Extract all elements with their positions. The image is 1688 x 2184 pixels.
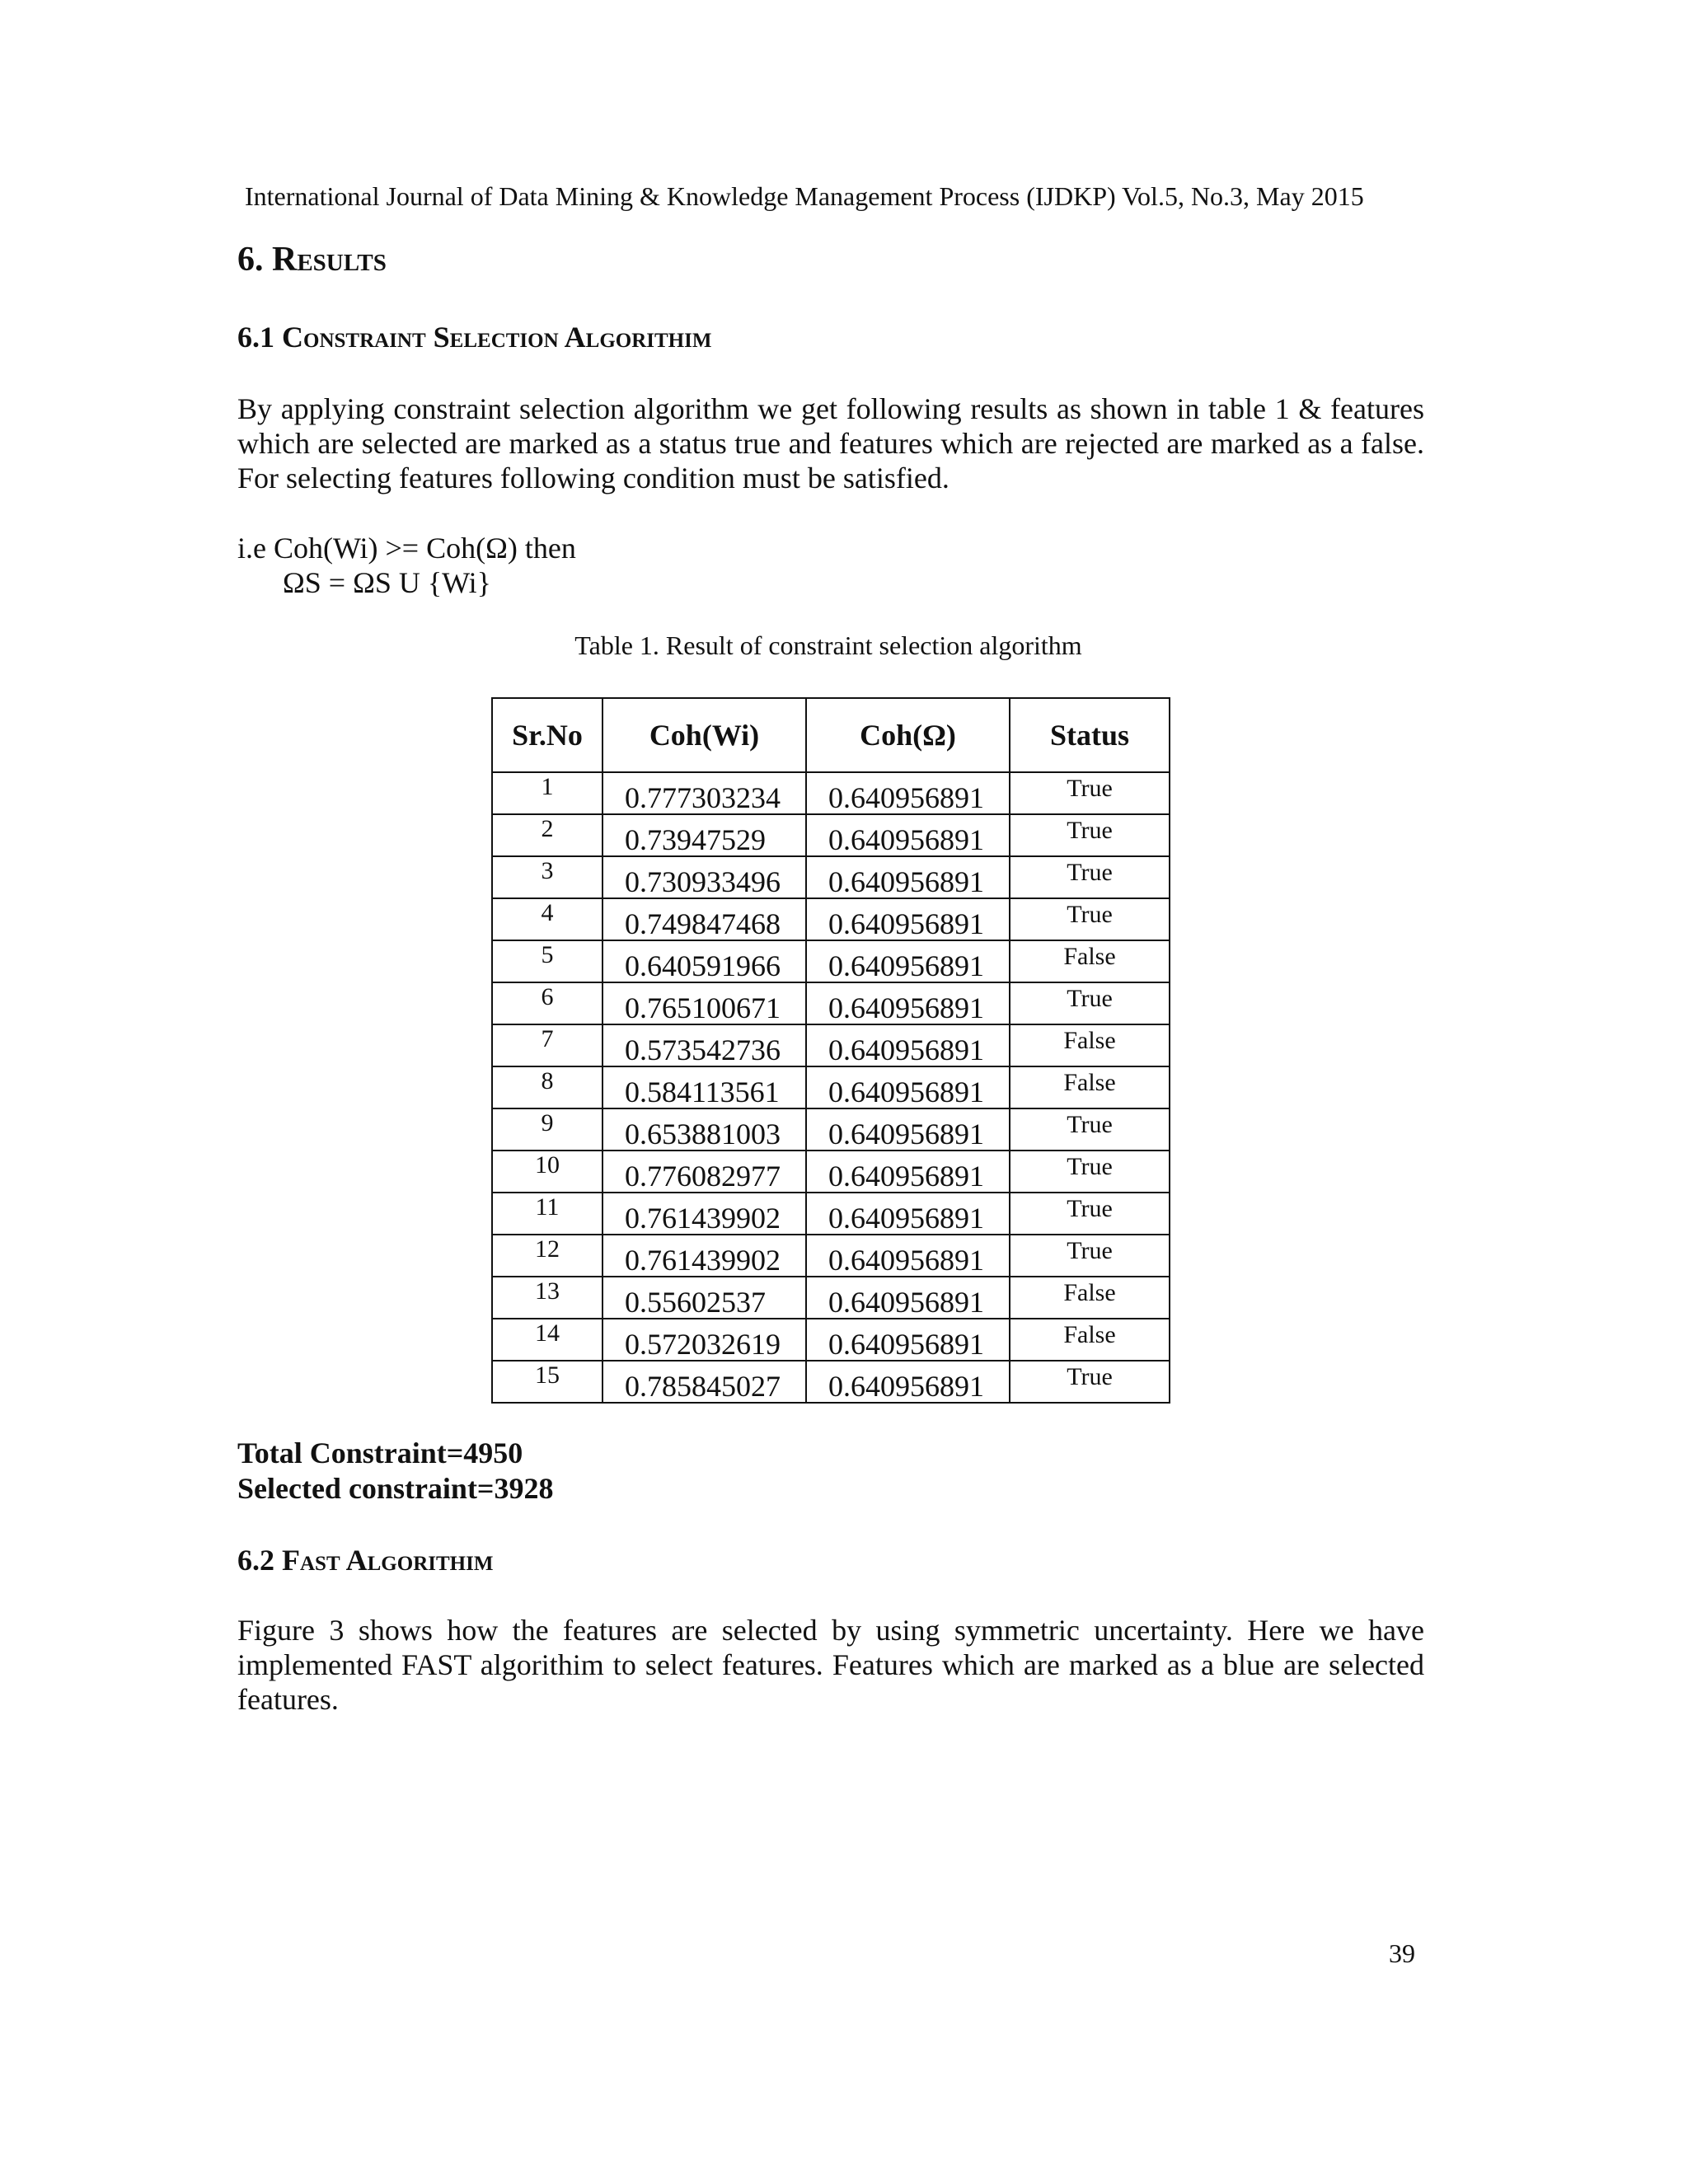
subsection-2-text: 6.2 Fast Algorithim: [237, 1544, 494, 1577]
cell-status-text: True: [1067, 817, 1113, 844]
cell-coh-omega: [806, 1024, 1010, 1066]
header-status: Status: [1010, 698, 1170, 772]
header-coh-omega: Coh(Ω): [806, 698, 1010, 772]
cell-coh-wi: [603, 1235, 806, 1277]
table-body: [492, 772, 1170, 1403]
cell-coh-omega-text: 0.640956891: [828, 865, 984, 898]
table-row: [492, 1151, 1170, 1193]
cell-coh-omega: [806, 940, 1010, 982]
cell-coh-wi: [603, 1151, 806, 1193]
journal-header: International Journal of Data Mining & Knowledge Management Process (IJDKP) Vol.5, No.3, May 2015: [245, 181, 1364, 211]
cell-status: [1010, 1151, 1170, 1193]
header-srno: Sr.No: [492, 698, 603, 772]
total-constraint: Total Constraint=4950: [237, 1436, 523, 1469]
cell-srno-text: 10: [535, 1151, 560, 1179]
cell-coh-wi-text: 0.730933496: [625, 865, 781, 898]
cell-srno: [492, 814, 603, 856]
cell-srno-text: 2: [541, 815, 554, 842]
cell-status: [1010, 1235, 1170, 1277]
table-row: [492, 814, 1170, 856]
cell-coh-omega: [806, 1277, 1010, 1319]
cell-status-text: True: [1067, 1153, 1113, 1180]
cell-coh-omega-text: 0.640956891: [828, 781, 984, 814]
cell-coh-wi-text: 0.653881003: [625, 1118, 781, 1151]
cell-coh-wi: [603, 1066, 806, 1108]
paragraph-fast: Figure 3 shows how the features are selected by using symmetric uncertainty. Here we have implemented FAST algorithim to select features. Features which are marked as a blue are selected features.: [237, 1614, 1424, 1716]
cell-status-text: True: [1067, 985, 1113, 1012]
cell-coh-wi: [603, 898, 806, 940]
cell-srno-text: 9: [541, 1109, 554, 1137]
cell-coh-omega-text: 0.640956891: [828, 823, 984, 856]
cell-status: [1010, 1066, 1170, 1108]
table-row: [492, 940, 1170, 982]
cell-coh-omega: [806, 898, 1010, 940]
cell-status-text: True: [1067, 859, 1113, 886]
cell-status: [1010, 772, 1170, 814]
table-row: [492, 1319, 1170, 1361]
table-header-row: [492, 698, 1170, 772]
cell-coh-wi: [603, 1108, 806, 1151]
cell-coh-omega: [806, 772, 1010, 814]
table-row: [492, 982, 1170, 1024]
cell-status-text: False: [1063, 1027, 1116, 1054]
cell-srno: [492, 940, 603, 982]
cell-status: [1010, 1361, 1170, 1403]
cell-coh-omega-text: 0.640956891: [828, 1033, 984, 1066]
cell-srno: [492, 1235, 603, 1277]
table-row: [492, 898, 1170, 940]
table-row: [492, 1024, 1170, 1066]
cell-srno-text: 5: [541, 941, 554, 968]
cell-status-text: False: [1063, 1279, 1116, 1306]
table-row: [492, 856, 1170, 898]
cell-coh-omega-text: 0.640956891: [828, 1202, 984, 1235]
cell-coh-wi-text: 0.640591966: [625, 949, 781, 982]
cell-status: [1010, 1108, 1170, 1151]
cell-srno-text: 13: [535, 1277, 560, 1305]
cell-coh-omega: [806, 856, 1010, 898]
cell-srno: [492, 1277, 603, 1319]
cell-coh-omega: [806, 1193, 1010, 1235]
table-row: [492, 1193, 1170, 1235]
cell-status: [1010, 940, 1170, 982]
cell-coh-wi: [603, 1193, 806, 1235]
cell-coh-wi: [603, 1277, 806, 1319]
cell-status: [1010, 898, 1170, 940]
cell-coh-omega: [806, 1235, 1010, 1277]
cell-coh-wi-text: 0.572032619: [625, 1328, 781, 1361]
cell-srno-text: 15: [535, 1361, 560, 1389]
table-caption: Table 1. Result of constraint selection algorithm: [574, 630, 1082, 660]
cell-coh-omega-text: 0.640956891: [828, 1286, 984, 1319]
cell-coh-omega: [806, 982, 1010, 1024]
cell-srno: [492, 1024, 603, 1066]
subsection-1-text: 6.1 Constraint Selection Algorithim: [237, 321, 712, 354]
table-row: [492, 1066, 1170, 1108]
cell-srno-text: 12: [535, 1235, 560, 1263]
cell-srno-text: 7: [541, 1025, 554, 1052]
cell-coh-omega-text: 0.640956891: [828, 1118, 984, 1151]
section-title: [237, 240, 387, 279]
cell-status-text: True: [1067, 1195, 1113, 1222]
subsection-title-constraint-selection: [237, 320, 711, 354]
cell-coh-wi: [603, 982, 806, 1024]
cell-srno-text: 8: [541, 1067, 554, 1094]
cell-coh-omega-text: 0.640956891: [828, 1370, 984, 1403]
paragraph-intro: By applying constraint selection algorithm we get following results as shown in table 1 & features which are selected are marked as a status true and features which are rejected are marked as a false. For selecting features following condition must be satisfied.: [237, 392, 1424, 494]
cell-status: [1010, 1193, 1170, 1235]
cell-srno: [492, 1361, 603, 1403]
cell-status-text: True: [1067, 1111, 1113, 1138]
cell-srno-text: 4: [541, 899, 554, 926]
cell-status-text: False: [1063, 1069, 1116, 1096]
cell-srno: [492, 772, 603, 814]
cell-status-text: True: [1067, 775, 1113, 802]
table-row: [492, 772, 1170, 814]
results-table: [491, 697, 1170, 1404]
cell-srno-text: 11: [535, 1193, 560, 1221]
cell-coh-wi-text: 0.765100671: [625, 991, 781, 1024]
cell-coh-omega-text: 0.640956891: [828, 1160, 984, 1193]
cell-status: [1010, 814, 1170, 856]
header-coh-wi: Coh(Wi): [603, 698, 806, 772]
cell-srno: [492, 1108, 603, 1151]
cell-status-text: False: [1063, 1321, 1116, 1348]
cell-coh-omega-text: 0.640956891: [828, 1328, 984, 1361]
cell-coh-omega: [806, 814, 1010, 856]
cell-status: [1010, 1319, 1170, 1361]
cell-coh-omega: [806, 1151, 1010, 1193]
cell-coh-wi: [603, 856, 806, 898]
cell-coh-wi-text: 0.776082977: [625, 1160, 781, 1193]
cell-coh-wi: [603, 940, 806, 982]
cell-coh-wi: [603, 1024, 806, 1066]
cell-coh-wi-text: 0.777303234: [625, 781, 781, 814]
cell-status-text: True: [1067, 901, 1113, 928]
cell-coh-omega: [806, 1319, 1010, 1361]
cell-status-text: True: [1067, 1237, 1113, 1264]
section-title-text: 6. Results: [237, 241, 387, 279]
cell-srno: [492, 856, 603, 898]
cell-srno: [492, 1319, 603, 1361]
page-number: 39: [1389, 1938, 1415, 1968]
cell-coh-omega-text: 0.640956891: [828, 949, 984, 982]
cell-coh-wi: [603, 814, 806, 856]
cell-coh-wi-text: 0.73947529: [625, 823, 766, 856]
cell-srno-text: 14: [535, 1319, 560, 1347]
cell-coh-wi-text: 0.761439902: [625, 1244, 781, 1277]
cell-status: [1010, 1024, 1170, 1066]
cell-srno: [492, 898, 603, 940]
cell-coh-wi: [603, 1361, 806, 1403]
cell-coh-wi-text: 0.573542736: [625, 1033, 781, 1066]
cell-status: [1010, 982, 1170, 1024]
cell-srno: [492, 1193, 603, 1235]
totals-block: [237, 1436, 553, 1507]
cell-srno-text: 3: [541, 857, 554, 884]
cell-srno: [492, 1151, 603, 1193]
cell-status-text: True: [1067, 1363, 1113, 1390]
equation-condition: i.e Coh(Wi) >= Coh(Ω) then: [237, 532, 576, 565]
subsection-title-fast-algorithm: [237, 1543, 493, 1577]
cell-status: [1010, 1277, 1170, 1319]
cell-coh-omega: [806, 1361, 1010, 1403]
cell-srno: [492, 982, 603, 1024]
cell-coh-omega: [806, 1108, 1010, 1151]
table-row: [492, 1108, 1170, 1151]
equation-union: ΩS = ΩS U {Wi}: [283, 566, 491, 599]
cell-coh-omega: [806, 1066, 1010, 1108]
selected-constraint: Selected constraint=3928: [237, 1472, 554, 1505]
cell-coh-wi-text: 0.785845027: [625, 1370, 781, 1403]
cell-status-text: False: [1063, 943, 1116, 970]
cell-srno: [492, 1066, 603, 1108]
cell-srno-text: 6: [541, 983, 554, 1010]
cell-coh-omega-text: 0.640956891: [828, 907, 984, 940]
cell-coh-omega-text: 0.640956891: [828, 991, 984, 1024]
table-row: [492, 1235, 1170, 1277]
cell-coh-wi-text: 0.761439902: [625, 1202, 781, 1235]
cell-coh-wi-text: 0.749847468: [625, 907, 781, 940]
cell-coh-wi-text: 0.55602537: [625, 1286, 766, 1319]
cell-coh-omega-text: 0.640956891: [828, 1244, 984, 1277]
table-row: [492, 1361, 1170, 1403]
cell-srno-text: 1: [541, 773, 554, 800]
cell-status: [1010, 856, 1170, 898]
cell-coh-omega-text: 0.640956891: [828, 1076, 984, 1108]
cell-coh-wi: [603, 772, 806, 814]
cell-coh-wi-text: 0.584113561: [625, 1076, 780, 1108]
table-row: [492, 1277, 1170, 1319]
cell-coh-wi: [603, 1319, 806, 1361]
